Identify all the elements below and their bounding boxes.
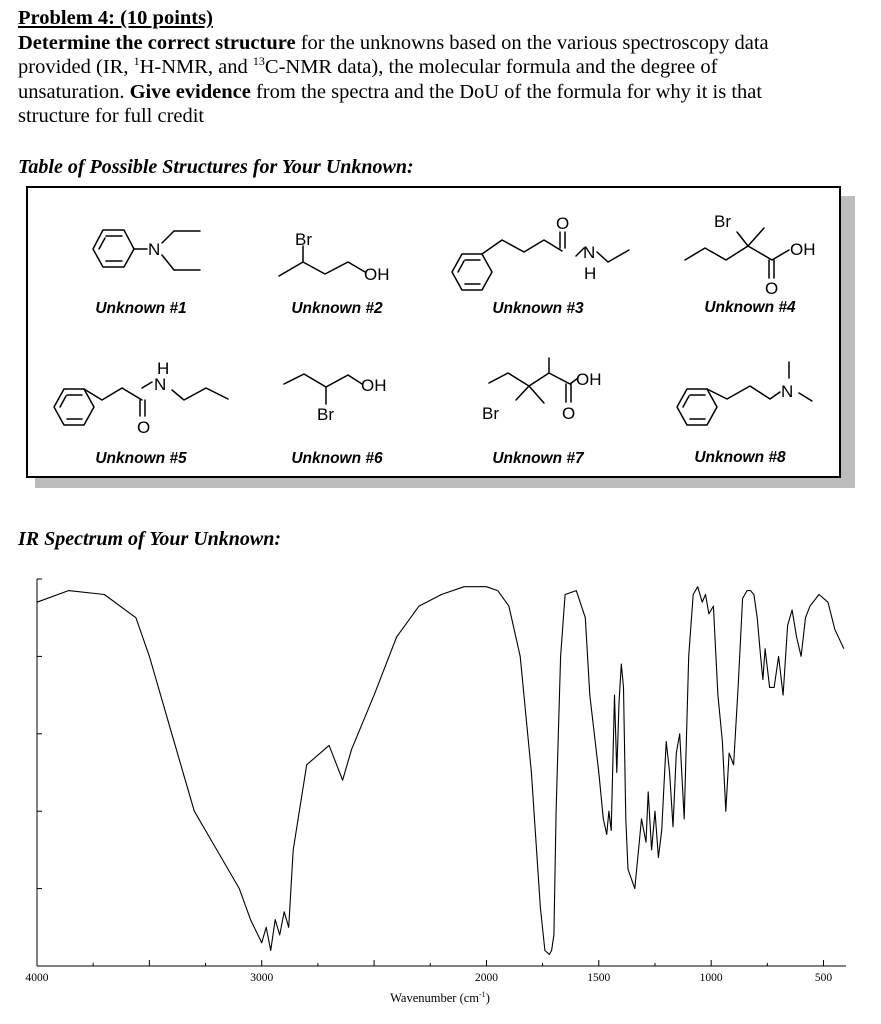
problem-header — [18, 6, 868, 129]
atom-oh-unknown-2: OH — [364, 265, 390, 284]
atom-n-unknown-5: N — [154, 375, 167, 394]
structure-unknown-4 — [685, 228, 789, 278]
x-tick-label: 4000 — [25, 972, 49, 984]
structure-unknown-1 — [93, 230, 200, 270]
unknown-label-5: Unknown #5 — [95, 450, 187, 467]
unknown-label-8: Unknown #8 — [694, 449, 786, 466]
atom-br-unknown-2: Br — [295, 230, 312, 249]
atom-o-unknown-4: O — [765, 279, 779, 298]
x-tick-label: 3000 — [250, 972, 274, 984]
atom-h-unknown-3: H — [584, 264, 597, 283]
atom-br-unknown-4: Br — [714, 212, 731, 231]
x-axis-title: Wavenumber $(cm^{-1})$ — [390, 990, 490, 1006]
instructions-text: Determine the correct structure for the unknowns based on the various spectroscopy data provided (IR, $^1$H-NMR, and $^{13}$C-NMR data), the molecular formula and the degree of unsaturation. Give evidence from the spectra and the DoU of the formula for why it is that structure for full credit — [18, 31, 769, 127]
unknown-label-3: Unknown #3 — [492, 300, 584, 317]
atom-n-unknown-1: N — [148, 240, 161, 259]
unknown-label-6: Unknown #6 — [291, 450, 383, 467]
unknown-label-4: Unknown #4 — [704, 299, 796, 316]
atom-h-unknown-5: H — [157, 359, 170, 378]
structures-table — [26, 186, 841, 478]
x-tick-label: 500 — [814, 972, 833, 984]
x-tick-label: 1500 — [587, 972, 611, 984]
structure-drawings — [28, 188, 843, 480]
atom-n-unknown-3: N — [583, 243, 596, 262]
ir-spectrum-line — [37, 587, 844, 955]
x-tick-label: 2000 — [474, 972, 498, 984]
y-axis-ticks — [37, 579, 42, 966]
unknown-label-1: Unknown #1 — [95, 300, 187, 317]
problem-title: Problem 4: (10 points) — [18, 7, 213, 29]
atom-o-unknown-7: O — [562, 404, 576, 423]
atom-o-unknown-3: O — [556, 214, 570, 233]
atom-oh-unknown-6: OH — [361, 376, 387, 395]
structures-table-title: Table of Possible Structures for Your Unknown: — [18, 156, 414, 178]
unknown-label-7: Unknown #7 — [492, 450, 584, 467]
ir-spectrum-title: IR Spectrum of Your Unknown: — [18, 528, 282, 550]
atom-n-unknown-8: N — [781, 382, 794, 401]
structure-unknown-7 — [489, 358, 578, 403]
structure-unknown-2 — [279, 246, 365, 276]
atom-br-unknown-6: Br — [317, 405, 334, 424]
atom-oh-unknown-7: OH — [576, 370, 602, 389]
x-axis-ticks — [37, 960, 824, 966]
structure-unknown-3 — [452, 232, 629, 290]
unknown-label-2: Unknown #2 — [291, 300, 383, 317]
atom-oh-unknown-4: OH — [790, 240, 816, 259]
x-tick-label: 1000 — [699, 972, 723, 984]
atom-br-unknown-7: Br — [482, 404, 499, 423]
atom-o-unknown-5: O — [137, 418, 151, 437]
structure-unknown-6 — [284, 374, 362, 404]
